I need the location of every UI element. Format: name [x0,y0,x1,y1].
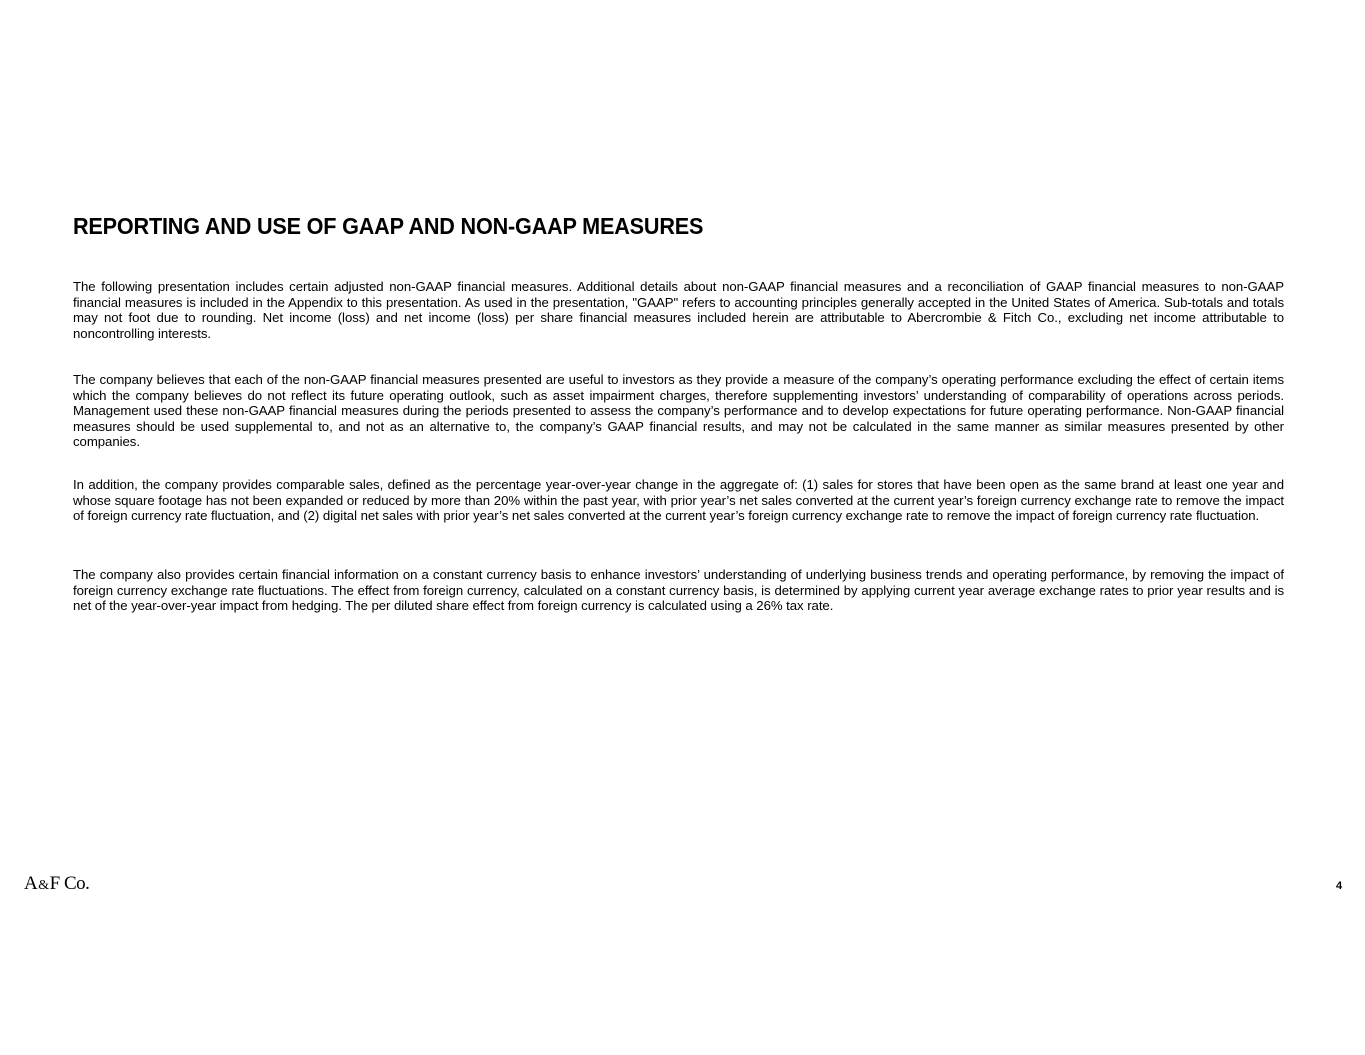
logo-ampersand: & [38,878,49,893]
paragraph-non-gaap-usefulness: The company believes that each of the non-GAAP financial measures presented are useful to investors as they provide a measure of the company’s operating performance excluding the effect of certain items which the company believes do not reflect its future operating outlook, such as asset impairment charges, therefore supplementing investors’ understanding of comparability of operations across periods. Management used these non-GAAP financial measures during the periods presented to assess the company’s performance and to develop expectations for future operating performance. Non-GAAP financial measures should be used supplemental to, and not as an alternative to, the company’s GAAP financial results, and may not be calculated in the same manner as similar measures presented by other companies. [73,372,1284,450]
company-logo [24,873,89,895]
logo-letter-a: A [24,873,38,894]
slide-title: REPORTING AND USE OF GAAP AND NON-GAAP MEASURES [73,213,704,239]
logo-letter-f-co: F Co. [49,873,90,894]
paragraph-comparable-sales: In addition, the company provides comparable sales, defined as the percentage year-over-year change in the aggregate of: (1) sales for stores that have been open as the same brand at least one year and whose square footage has not been expanded or reduced by more than 20% within the past year, with prior year’s net sales converted at the current year’s foreign currency exchange rate to remove the impact of foreign currency rate fluctuation, and (2) digital net sales with prior year’s net sales converted at the current year’s foreign currency exchange rate to remove the impact of foreign currency rate fluctuation. [73,477,1284,524]
paragraph-non-gaap-intro: The following presentation includes certain adjusted non-GAAP financial measures. Additional details about non-GAAP financial measures and a reconciliation of GAAP financial measures to non-GAAP financial measures is included in the Appendix to this presentation. As used in the presentation, "GAAP" refers to accounting principles generally accepted in the United States of America. Sub-totals and totals may not foot due to rounding. Net income (loss) and net income (loss) per share financial measures included herein are attributable to Abercrombie & Fitch Co., excluding net income attributable to noncontrolling interests. [73,279,1284,341]
paragraph-constant-currency: The company also provides certain financial information on a constant currency basis to enhance investors’ understanding of underlying business trends and operating performance, by removing the impact of foreign currency exchange rate fluctuations. The effect from foreign currency, calculated on a constant currency basis, is determined by applying current year average exchange rates to prior year results and is net of the year-over-year impact from hedging. The per diluted share effect from foreign currency is calculated using a 26% tax rate. [73,567,1284,614]
page-number: 4 [1336,880,1343,892]
